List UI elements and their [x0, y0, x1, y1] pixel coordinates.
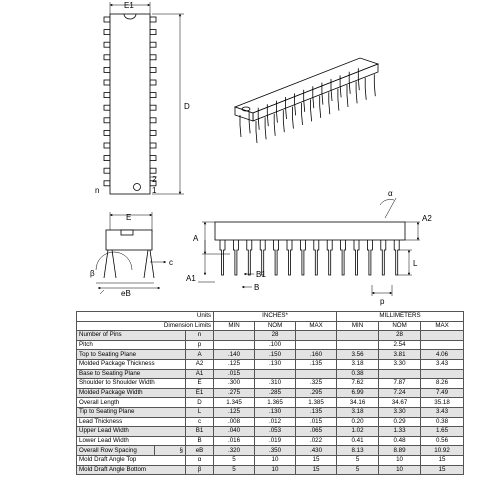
pin — [354, 240, 359, 275]
pin — [104, 118, 110, 123]
value-cell: .310 — [255, 379, 296, 389]
value-cell: 5 — [337, 465, 379, 475]
value-cell: .130 — [255, 407, 296, 417]
table-row — [77, 369, 464, 379]
pin — [320, 96, 321, 118]
pin — [150, 168, 156, 173]
inches-max-header: MAX — [296, 321, 337, 331]
value-cell: .325 — [296, 379, 337, 389]
pin — [327, 240, 332, 275]
value-cell: 35.18 — [421, 398, 464, 408]
pin — [265, 117, 266, 139]
value-cell: 10 — [379, 455, 421, 465]
value-cell: .012 — [255, 417, 296, 427]
value-cell: 15 — [421, 455, 464, 465]
side-view — [198, 198, 420, 296]
value-cell: .160 — [296, 350, 337, 360]
pin — [381, 240, 386, 275]
row-symbol: eB — [186, 446, 214, 456]
value-cell — [337, 331, 379, 341]
value-cell: 10 — [255, 465, 296, 475]
row-name: Mold Draft Angle Bottom — [77, 465, 186, 475]
table-row — [77, 427, 464, 437]
value-cell: 34.16 — [337, 398, 379, 408]
value-cell: 3.81 — [379, 350, 421, 360]
value-cell: 8.89 — [379, 446, 421, 456]
value-cell: 3.56 — [337, 350, 379, 360]
value-cell: .053 — [255, 427, 296, 437]
label-A1: A1 — [186, 274, 196, 283]
table-row — [77, 398, 464, 408]
value-cell: .150 — [255, 350, 296, 360]
label-beta: β — [90, 269, 95, 278]
table-row — [77, 388, 464, 398]
value-cell: .008 — [214, 417, 255, 427]
row-name: Mold Draft Angle Top — [77, 455, 186, 465]
pin — [347, 85, 348, 107]
table-row — [77, 417, 464, 427]
value-cell — [296, 331, 337, 341]
value-cell: .040 — [214, 427, 255, 437]
pin — [394, 240, 399, 275]
table-row — [77, 455, 464, 465]
value-cell: .019 — [255, 436, 296, 446]
value-cell: .320 — [214, 446, 255, 456]
value-cell: 15 — [296, 465, 337, 475]
value-cell: 5 — [214, 465, 255, 475]
pin — [329, 92, 330, 114]
label-L: L — [413, 259, 418, 268]
value-cell: .135 — [296, 407, 337, 417]
inches-min-header: MIN — [214, 321, 255, 331]
pin — [365, 78, 366, 100]
value-cell: .022 — [296, 436, 337, 446]
value-cell: 10 — [255, 455, 296, 465]
isometric-view — [235, 58, 378, 143]
row-name: Overall Length — [77, 398, 186, 408]
pin — [104, 30, 110, 35]
mm-max-header: MAX — [421, 321, 464, 331]
label-A2: A2 — [422, 214, 432, 223]
value-cell: 5 — [214, 455, 255, 465]
value-cell: .140 — [214, 350, 255, 360]
value-cell: .065 — [296, 427, 337, 437]
mm-min-header: MIN — [337, 321, 379, 331]
value-cell: 28 — [255, 331, 296, 341]
value-cell — [421, 369, 464, 379]
row-symbol: E — [186, 379, 214, 389]
pin — [233, 240, 238, 275]
value-cell: 10.92 — [421, 446, 464, 456]
label-alpha: α — [388, 189, 393, 198]
units-label: Units — [77, 312, 214, 322]
pin — [314, 240, 319, 275]
row-name: Pitch — [77, 340, 186, 350]
value-cell — [337, 340, 379, 350]
pin — [341, 240, 346, 275]
pin — [356, 81, 357, 103]
value-cell: 0.41 — [337, 436, 379, 446]
label-pin-1: 1 — [152, 186, 157, 195]
pin — [150, 30, 156, 35]
inches-nom-header: NOM — [255, 321, 296, 331]
table-header-limits — [77, 321, 464, 331]
row-mark: § — [155, 446, 186, 456]
row-name: Top to Seating Plane — [77, 350, 186, 360]
value-cell: 3.43 — [421, 407, 464, 417]
row-symbol: p — [186, 340, 214, 350]
value-cell: .100 — [255, 340, 296, 350]
pin — [104, 93, 110, 98]
pin — [274, 114, 275, 136]
label-eB: eB — [121, 289, 131, 298]
pin — [338, 89, 339, 111]
table-row — [77, 340, 464, 350]
inches-header: INCHES* — [214, 312, 337, 322]
value-cell: .125 — [214, 359, 255, 369]
value-cell: .015 — [296, 417, 337, 427]
value-cell: 0.38 — [421, 417, 464, 427]
row-name: Lower Lead Width — [77, 436, 186, 446]
pin — [374, 74, 375, 96]
pin — [274, 240, 279, 275]
table-row — [77, 446, 464, 456]
value-cell: 15 — [296, 455, 337, 465]
value-cell: 7.49 — [421, 388, 464, 398]
value-cell: 0.20 — [337, 417, 379, 427]
value-cell: 3.30 — [379, 407, 421, 417]
value-cell: 7.87 — [379, 379, 421, 389]
value-cell: 10 — [379, 465, 421, 475]
pin — [150, 93, 156, 98]
value-cell — [379, 369, 421, 379]
row-name: Lead Thickness — [77, 417, 186, 427]
pin — [150, 42, 156, 47]
table-row — [77, 407, 464, 417]
value-cell: 1.65 — [421, 427, 464, 437]
row-name: Overall Row Spacing — [77, 446, 155, 456]
row-symbol: E1 — [186, 388, 214, 398]
label-B1: B1 — [256, 270, 266, 279]
value-cell: 0.38 — [337, 369, 379, 379]
table-row — [77, 350, 464, 360]
value-cell: 0.56 — [421, 436, 464, 446]
pin — [287, 240, 292, 275]
label-A: A — [193, 234, 199, 243]
row-name: Tip to Seating Plane — [77, 407, 186, 417]
value-cell: 34.67 — [379, 398, 421, 408]
value-cell — [214, 340, 255, 350]
pin — [220, 240, 225, 275]
table-row — [77, 331, 464, 341]
table-row — [77, 465, 464, 475]
pin — [104, 156, 110, 161]
pin — [150, 55, 156, 60]
pin — [300, 240, 305, 275]
pin — [104, 67, 110, 72]
pin — [104, 130, 110, 135]
value-cell — [421, 331, 464, 341]
value-cell: .015 — [214, 369, 255, 379]
label-E1: E1 — [124, 1, 134, 10]
row-symbol: B — [186, 436, 214, 446]
value-cell: 2.54 — [379, 340, 421, 350]
value-cell: 15 — [421, 465, 464, 475]
table-row — [77, 436, 464, 446]
pin — [104, 17, 110, 22]
value-cell: 3.18 — [337, 407, 379, 417]
row-name: Molded Package Thickness — [77, 359, 186, 369]
value-cell — [255, 369, 296, 379]
row-symbol: β — [186, 465, 214, 475]
table-row — [77, 379, 464, 389]
pin — [256, 121, 257, 143]
row-symbol: A1 — [186, 369, 214, 379]
dimension-limits-label: Dimension Limits — [77, 321, 214, 331]
pin — [150, 17, 156, 22]
pin — [104, 55, 110, 60]
value-cell — [296, 369, 337, 379]
value-cell: 3.18 — [337, 359, 379, 369]
row-symbol: A2 — [186, 359, 214, 369]
value-cell: 1.345 — [214, 398, 255, 408]
value-cell: 8.26 — [421, 379, 464, 389]
label-D: D — [184, 102, 190, 111]
row-symbol: c — [186, 417, 214, 427]
pin — [150, 143, 156, 148]
label-B: B — [254, 283, 260, 292]
value-cell: .130 — [255, 359, 296, 369]
pin — [150, 118, 156, 123]
value-cell: .430 — [296, 446, 337, 456]
mm-nom-header: NOM — [379, 321, 421, 331]
pin — [302, 103, 303, 125]
pin — [150, 156, 156, 161]
pin — [104, 105, 110, 110]
value-cell — [296, 340, 337, 350]
row-name: Molded Package Width — [77, 388, 186, 398]
label-pin-2: 2 — [152, 175, 157, 184]
row-name: Base to Seating Plane — [77, 369, 186, 379]
millimeters-header: MILLIMETERS — [337, 312, 464, 322]
pin — [104, 42, 110, 47]
pin — [150, 130, 156, 135]
pin — [104, 168, 110, 173]
value-cell: .125 — [214, 407, 255, 417]
value-cell: .300 — [214, 379, 255, 389]
value-cell: .295 — [296, 388, 337, 398]
label-c: c — [169, 258, 173, 267]
label-pin-n: n — [95, 186, 100, 195]
row-symbol: α — [186, 455, 214, 465]
value-cell — [214, 331, 255, 341]
value-cell: 0.29 — [379, 417, 421, 427]
value-cell: 1.365 — [255, 398, 296, 408]
value-cell: .135 — [296, 359, 337, 369]
pin — [367, 240, 372, 275]
row-symbol: A — [186, 350, 214, 360]
label-p: p — [380, 297, 385, 306]
value-cell: 7.24 — [379, 388, 421, 398]
value-cell: 0.48 — [379, 436, 421, 446]
row-name: Number of Pins — [77, 331, 186, 341]
dimensions-table — [76, 311, 464, 475]
end-view — [96, 212, 166, 294]
row-symbol: L — [186, 407, 214, 417]
value-cell: .285 — [255, 388, 296, 398]
row-symbol: D — [186, 398, 214, 408]
pin — [104, 181, 110, 186]
pin — [104, 143, 110, 148]
pin — [150, 80, 156, 85]
value-cell: 3.43 — [421, 359, 464, 369]
value-cell: 1.02 — [337, 427, 379, 437]
value-cell: 1.33 — [379, 427, 421, 437]
row-name: Shoulder to Shoulder Width — [77, 379, 186, 389]
value-cell — [421, 340, 464, 350]
value-cell: 3.30 — [379, 359, 421, 369]
table-header-units — [77, 312, 464, 322]
value-cell: 1.385 — [296, 398, 337, 408]
value-cell: .350 — [255, 446, 296, 456]
pin — [150, 67, 156, 72]
pin — [292, 107, 293, 129]
value-cell: .275 — [214, 388, 255, 398]
value-cell: 6.99 — [337, 388, 379, 398]
pin — [240, 115, 241, 137]
value-cell: .016 — [214, 436, 255, 446]
value-cell: 7.62 — [337, 379, 379, 389]
table-row — [77, 359, 464, 369]
pin — [150, 105, 156, 110]
top-view — [104, 2, 184, 194]
row-symbol: n — [186, 331, 214, 341]
value-cell: 28 — [379, 331, 421, 341]
value-cell: 4.06 — [421, 350, 464, 360]
value-cell: 8.13 — [337, 446, 379, 456]
pin — [104, 80, 110, 85]
pin — [283, 110, 284, 132]
pin — [311, 99, 312, 121]
pin — [247, 240, 252, 275]
label-E: E — [126, 213, 132, 222]
row-name: Upper Lead Width — [77, 427, 186, 437]
row-symbol: B1 — [186, 427, 214, 437]
value-cell: 5 — [337, 455, 379, 465]
